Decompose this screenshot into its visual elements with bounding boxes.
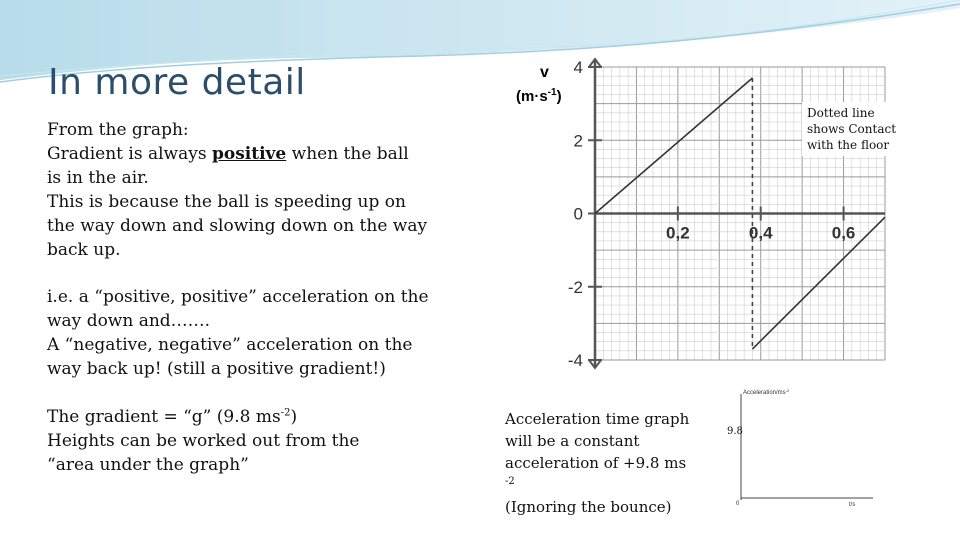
explanation-paragraph [47,118,447,262]
y-tick-label: 2 [573,131,583,151]
text-line: is in the air. [47,168,149,188]
y-axis-label [743,388,790,396]
x-tick-label: 0,4 [748,223,773,243]
acceleration-caption [505,408,689,518]
text-line: From the graph: [47,120,189,140]
y-tick-label: 0 [573,204,583,224]
text-line: i.e. a “positive, positive” acceleration on the [47,287,429,307]
label-text: Acceleration/ms [743,390,786,396]
text-line: A “negative, negative” acceleration on the [47,335,413,355]
x-tick-label: 0,6 [831,223,856,243]
caption-line [505,452,689,496]
text-line: back up. [47,240,121,260]
unit-superscript: -1 [547,87,557,98]
text-line [47,405,447,429]
text-line: This is because the ball is speeding up on [47,192,406,212]
caption-line: Acceleration time graph [505,410,690,428]
caption-line: will be a constant [505,432,640,450]
text-line: Heights can be worked out from the [47,431,360,451]
unit-text: ) [556,88,562,105]
slide-title: In more detail [48,62,306,103]
text-line: the way down and slowing down on the way [47,216,428,236]
acceleration-value-label: 9.8 [727,426,743,437]
superscript: -2 [505,476,515,487]
y-tick-label: 4 [573,58,583,77]
text-fragment: acceleration of +9.8 ms [505,454,687,472]
gradient-paragraph [47,405,447,477]
graph-background [725,382,875,514]
x-tick-label: 0,2 [666,223,690,243]
callout-line: shows Contact [807,122,897,136]
callout-line: Dotted line [807,106,875,120]
text-fragment: ) [290,407,298,427]
superscript: -2 [280,407,291,419]
label-superscript: -2 [785,388,790,393]
text-fragment: when the ball [286,144,409,164]
text-fragment: The gradient = “g” (9.8 ms [47,407,281,427]
dotted-line-callout [802,102,918,156]
y-axis-unit [516,87,562,105]
text-line: way down and……. [47,311,211,331]
text-line: way back up! (still a positive gradient!) [47,359,386,379]
callout-line: with the floor [807,138,890,152]
text-fragment: Gradient is always [47,144,212,164]
acceleration-paragraph [47,285,447,381]
text-line: “area under the graph” [47,455,249,475]
caption-line: (Ignoring the bounce) [505,498,672,516]
fill-in-answer: positive [211,144,287,164]
velocity-series-line [595,78,752,214]
y-tick-label: -4 [567,351,583,370]
text-line [47,142,447,166]
y-axis-symbol: v [540,64,549,81]
origin-label: 0 [736,501,740,507]
unit-text: (m·s [516,88,548,105]
y-tick-label: -2 [567,277,583,297]
acceleration-time-graph [725,382,875,514]
x-axis-label: t/s [849,502,856,508]
